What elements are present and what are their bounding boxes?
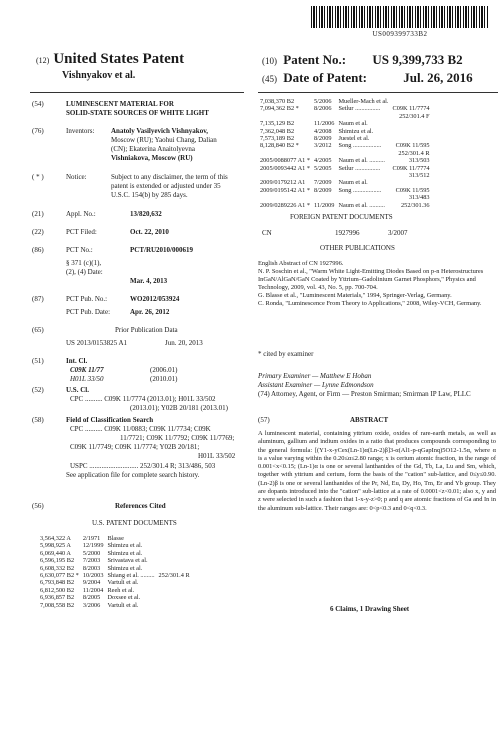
field-search-2: 11/7721; C09K 11/7792; C09K 11/7769;: [120, 434, 235, 442]
patent-date: Jul. 26, 2016: [403, 70, 473, 85]
appl-no: 13/820,632: [130, 210, 162, 218]
ref-number: 3,564,322 A: [40, 535, 71, 542]
ref-name: Shimizu et al.: [107, 542, 143, 550]
inventor-line: Vishnyakov et al.: [62, 70, 136, 81]
code-57: (57): [258, 416, 270, 424]
ref-class: [157, 565, 192, 572]
table-row: [258, 98, 432, 105]
ref-class: 252/301.36: [401, 201, 430, 209]
us-patents-label: U.S. PATENT DOCUMENTS: [92, 519, 177, 527]
table-row: [258, 202, 432, 209]
patent-header-left: [36, 50, 184, 81]
ref-class: 252/301.4 F: [399, 112, 430, 120]
table-row: [38, 542, 192, 549]
table-row: [38, 602, 192, 609]
us-refs-table-left: [38, 535, 192, 609]
table-row: [38, 572, 192, 579]
cited-by-examiner: * cited by examiner: [258, 350, 314, 358]
invention-title-2: SOLID-STATE SOURCES OF WHITE LIGHT: [66, 109, 209, 117]
ref-number: 6,630,077 B2 *: [40, 572, 79, 580]
us-refs-table-right: [258, 98, 432, 209]
ref-name: Vartuli et al.: [107, 579, 139, 587]
notice-1: Subject to any disclaimer, the term of this: [111, 173, 228, 181]
table-row: [258, 120, 432, 127]
code-45: (45): [262, 74, 277, 84]
table-row: [258, 135, 432, 142]
table-row: [258, 113, 432, 120]
ref-number: 8,128,840 B2 *: [260, 142, 299, 150]
ref-class: [157, 602, 192, 609]
table-row: [258, 179, 432, 186]
field-search-label: Field of Classification Search: [66, 416, 154, 424]
table-row: [38, 550, 192, 557]
int-cl-1: C09K 11/77: [70, 366, 104, 374]
ref-date: 11/2006: [314, 120, 335, 128]
ref-date: 5/2000: [82, 549, 101, 557]
inventor-1: Anatoly Vasilyevich Vishnyakov,: [111, 127, 209, 135]
ref-class: [391, 98, 432, 105]
patent-no: US 9,399,733 B2: [372, 52, 463, 67]
ref-name: Naum et al.: [338, 179, 368, 187]
table-row: [258, 150, 432, 157]
ref-class: C09K 11/7774: [392, 164, 430, 172]
date-label: Date of Patent:: [283, 70, 367, 85]
ref-name: Blasse: [107, 535, 124, 542]
ref-number: [258, 172, 312, 179]
table-row: [38, 594, 192, 601]
ref-number: 2005/0088077 A1 *: [260, 157, 311, 165]
ref-date: 3/2012: [314, 142, 332, 150]
ref-date: 4/2005: [314, 157, 332, 165]
foreign-date: 3/2007: [388, 229, 408, 237]
ref-number: 6,793,848 B2: [40, 579, 75, 587]
ref-date: 8/2003: [82, 564, 101, 572]
pub-entry: N. P. Soschin et al., "Warm White Light-Emitting Diodes Based on p-n Heterostructures InGaN/AlGaN/GaN Coated by Yttrium–Gadolinium Garnet Phosphors," Physics and Technology, 2009, vol. 43, No. 5, pp. 700-704.: [258, 268, 484, 292]
ref-date: 9/2004: [82, 579, 101, 587]
ref-name: Juestel et al.: [338, 135, 370, 143]
pub-entry: G. Blasse et al., "Luminescent Materials," 1994, Springer-Verlag, Germany.: [258, 292, 452, 300]
ref-class: 313/512: [408, 172, 430, 180]
ref-class: 252/301.4 R: [158, 572, 190, 580]
ref-date: 8/2006: [314, 105, 332, 113]
table-row: [258, 165, 432, 172]
field-search-3: C09K 11/7749; C09K 11/7774; Y02B 20/181;: [70, 443, 200, 451]
ref-class: [157, 594, 192, 601]
attorney: (74) Attorney, Agent, or Firm — Preston Smirman; Smirman IP Law, PLLC: [258, 390, 471, 398]
ref-date: [312, 194, 336, 201]
patent-header-right: [262, 52, 473, 86]
ref-class: C09K 11/595: [395, 186, 430, 194]
appl-label: Appl. No.:: [66, 210, 96, 218]
field-search-4: H01L 33/502: [198, 452, 236, 460]
field-search-1: CPC .......... C09K 11/0883; C09K 11/7734; C09K: [70, 425, 211, 433]
uspc-line: USPC ............................ 252/301.4 R; 313/486, 503: [70, 462, 216, 470]
code-51: (51): [32, 357, 44, 365]
pct-no-label: PCT No.:: [66, 246, 93, 254]
code-65: (65): [32, 326, 44, 334]
pub-no: WO2012/053924: [130, 295, 180, 303]
code-54: (54): [32, 100, 44, 108]
ref-number: 7,135,129 B2: [260, 120, 295, 128]
ref-date: 8/2005: [82, 594, 101, 602]
abstract-title: ABSTRACT: [350, 416, 389, 424]
primary-examiner: Primary Examiner — Matthew E Hoban: [258, 372, 372, 380]
ref-date: [312, 150, 336, 157]
ref-class: [391, 179, 432, 186]
inventor-4: Vishniakova, Moscow (RU): [111, 154, 193, 162]
int-cl-label: Int. Cl.: [66, 357, 88, 365]
ref-class: C09K 11/595: [395, 142, 430, 150]
pct-filed: Oct. 22, 2010: [130, 228, 169, 236]
ref-class: 313/503: [408, 157, 430, 165]
ref-name: Reeh et al.: [107, 586, 135, 594]
ref-class: [157, 542, 192, 549]
ref-date: [312, 113, 336, 120]
notice-2: patent is extended or adjusted under 35: [111, 182, 221, 190]
refs-cited-label: References Cited: [115, 502, 166, 510]
barcode: [311, 6, 489, 28]
table-row: [38, 579, 192, 586]
table-row: [258, 157, 432, 164]
ref-name: Song ..................: [338, 142, 382, 150]
code-87: (87): [32, 295, 44, 303]
code-notice: ( * ): [32, 173, 44, 181]
ref-date: 11/2004: [82, 586, 104, 594]
code-10: (10): [262, 56, 277, 66]
ref-class: [157, 535, 192, 542]
code-22: (22): [32, 228, 44, 236]
ref-number: 7,362,048 B2: [260, 127, 295, 135]
table-row: [38, 587, 192, 594]
header-rule-left: [30, 92, 244, 93]
foreign-no: 1927996: [335, 229, 360, 237]
pub-no-label: PCT Pub. No.:: [66, 295, 108, 303]
code-56: (56): [32, 502, 44, 510]
ref-number: 7,038,370 B2: [260, 98, 295, 105]
cpc-line-1: CPC .......... C09K 11/7774 (2013.01); H01L 33/502: [70, 395, 216, 403]
notice-label: Notice:: [66, 173, 87, 181]
other-pubs-label: OTHER PUBLICATIONS: [320, 244, 395, 252]
ref-name: [336, 172, 390, 179]
ref-class: [157, 587, 192, 594]
ref-number: [258, 150, 312, 157]
table-row: [258, 128, 432, 135]
ref-class: [391, 135, 432, 142]
ref-name: Vartuli et al.: [107, 601, 139, 609]
ref-name: [336, 150, 390, 157]
prior-pub-no: US 2013/0153825 A1: [66, 339, 128, 347]
pct-filed-label: PCT Filed:: [66, 228, 97, 236]
patent-title: United States Patent: [53, 51, 185, 67]
abstract-body: A luminescent material, containing yttrium oxide, oxides of rare-earth metals, as well as aluminum, gallium and indium oxides in a ratio that produces compounds corresponding to the general formula: [(Y1-x-yCex(Ln-1)α(Ln-2)β]3-α(Al1-p-qGapInq)5O12-1.5α, where α is a value varying within the 0.20≤α≤2.80 range; x is cerium atomic fraction, in the range of 0.001<x<0.15; (Ln-1)α is one or several lanthanides of the Gd, Tb, La, Lu and Sm, which, together with yttrium and cerium, form the basis of the "cation" sub-lattice, and 0≤y≤0.90. (Ln-2)β is one or several lanthanides of the Pr, Nd, Eu, Dy, Ho, Tm, Er and Yb group. They are dopants introduced into the "cation" sub-lattice at a rate of 0.0001<z<0.01; also x, y and z were selected in such a fashion that 1-x-y-z>0; p and q are atomic fractions of Ga and In in the aluminum sub-lattice. Their ranges are: 0<p<0.3 and 0<q<0.3.: [258, 430, 496, 512]
ref-number: 7,094,362 B2 *: [260, 105, 299, 113]
ref-number: 7,008,558 B2: [40, 601, 75, 609]
ref-date: 5/2005: [314, 164, 332, 172]
table-row: [258, 105, 432, 112]
prior-pub-title: Prior Publication Data: [115, 326, 178, 334]
claims-line: 6 Claims, 1 Drawing Sheet: [330, 605, 410, 613]
code-58: (58): [32, 416, 44, 424]
ref-date: 8/2009: [314, 186, 332, 194]
ref-name: Setlur ................: [338, 164, 381, 172]
ref-number: 2009/0179212 A1: [260, 179, 306, 187]
ref-date: [312, 172, 336, 179]
cpc-line-2: (2013.01); Y02B 20/181 (2013.01): [130, 404, 228, 412]
ref-name: [336, 113, 390, 120]
ref-date: 10/2003: [82, 572, 104, 580]
table-row: [258, 194, 432, 201]
ref-class: 313/483: [408, 194, 430, 202]
ref-class: [157, 579, 192, 586]
foreign-country: CN: [262, 229, 272, 237]
ref-number: 5,998,925 A: [40, 542, 71, 550]
code-12: (12): [36, 56, 50, 65]
table-row: [38, 557, 192, 564]
table-row: [38, 565, 192, 572]
ref-date: 4/2008: [314, 127, 332, 135]
s371-b: (2), (4) Date:: [66, 268, 103, 276]
ref-name: Srivastava et al.: [107, 557, 148, 565]
notice-3: U.S.C. 154(b) by 285 days.: [111, 191, 188, 199]
ref-name: Shimizu et al.: [107, 564, 143, 572]
ref-name: Shiang et al. .........: [107, 572, 155, 580]
ref-number: 6,069,440 A: [40, 549, 71, 557]
assistant-examiner: Assistant Examiner — Lynne Edmondson: [258, 381, 374, 389]
ref-date: 11/2009: [314, 201, 335, 209]
ref-number: 2009/0289226 A1 *: [260, 201, 311, 209]
ref-number: 2005/0093442 A1 *: [260, 164, 311, 172]
ref-number: 6,608,332 B2: [40, 564, 75, 572]
invention-title-1: LUMINESCENT MATERIAL FOR: [66, 100, 174, 108]
inventors-label: Inventors:: [66, 127, 95, 135]
ref-date: 7/2003: [82, 557, 101, 565]
ref-name: Setlur ................: [338, 105, 381, 113]
table-row: [38, 535, 192, 542]
ref-date: 7/2009: [314, 179, 332, 187]
ref-number: 7,573,189 B2: [260, 135, 295, 143]
ref-class: 252/301.4 R: [398, 149, 430, 157]
foreign-docs-label: FOREIGN PATENT DOCUMENTS: [290, 213, 393, 221]
int-cl-2-date: (2010.01): [150, 375, 178, 383]
int-cl-2: H01L 33/50: [70, 375, 104, 383]
ref-name: Naum et al. ..........: [338, 201, 385, 209]
pub-entry: English Abstract of CN 1927996.: [258, 260, 344, 267]
ref-class: [391, 120, 432, 127]
table-row: [258, 142, 432, 149]
ref-date: 8/2009: [314, 135, 332, 143]
code-21: (21): [32, 210, 44, 218]
ref-date: 12/1999: [82, 542, 104, 550]
inventor-2: Moscow (RU); Yaohui Chang, Dalian: [111, 136, 217, 144]
int-cl-1-date: (2006.01): [150, 366, 178, 374]
pct-no: PCT/RU2010/000619: [130, 246, 193, 254]
ref-name: [336, 194, 390, 201]
ref-name: Song ..................: [338, 186, 382, 194]
ref-number: 2009/0195142 A1 *: [260, 186, 311, 194]
ref-number: 6,596,195 B2: [40, 557, 75, 565]
ref-number: [258, 113, 312, 120]
s371-a: § 371 (c)(1),: [66, 259, 102, 267]
pub-date: Apr. 26, 2012: [130, 308, 170, 316]
table-row: [258, 187, 432, 194]
code-76: (76): [32, 127, 44, 135]
s371-date: Mar. 4, 2013: [130, 277, 168, 285]
ref-number: 6,812,500 B2: [40, 586, 75, 594]
ref-date: 2/1971: [82, 535, 101, 542]
prior-pub-date: Jun. 20, 2013: [165, 339, 203, 347]
ref-class: [157, 557, 192, 564]
ref-class: [391, 128, 432, 135]
ref-name: Naum et al.: [338, 120, 368, 128]
ref-date: 5/2006: [314, 98, 332, 105]
ref-class: C09K 11/7774: [392, 105, 430, 113]
table-row: [258, 172, 432, 179]
other-pubs-list: [258, 260, 496, 309]
us-cl-label: U.S. Cl.: [66, 386, 89, 394]
ref-class: [157, 550, 192, 557]
ref-name: Mueller-Mach et al.: [338, 98, 389, 105]
patent-no-label: Patent No.:: [283, 52, 347, 67]
inventor-3: (CN); Ekaterina Anaitolyevna: [111, 145, 195, 153]
ref-name: Doxsee et al.: [107, 594, 141, 602]
header-rule-right: [258, 92, 498, 93]
ref-name: Shimizu et al.: [338, 127, 374, 135]
pub-entry: C. Ronda, "Luminescence From Theory to Applications," 2008, Wiley-VCH, Germany.: [258, 300, 482, 308]
ref-number: [258, 194, 312, 201]
barcode-number: US009399733B2: [372, 30, 428, 38]
code-86: (86): [32, 246, 44, 254]
see-application: See application file for complete search history.: [66, 471, 200, 479]
ref-name: Naum et al. ..........: [338, 157, 385, 165]
ref-name: Shimizu et al.: [107, 549, 143, 557]
ref-number: 6,936,857 B2: [40, 594, 75, 602]
ref-date: 3/2006: [82, 601, 101, 609]
code-52: (52): [32, 386, 44, 394]
pub-date-label: PCT Pub. Date:: [66, 308, 111, 316]
